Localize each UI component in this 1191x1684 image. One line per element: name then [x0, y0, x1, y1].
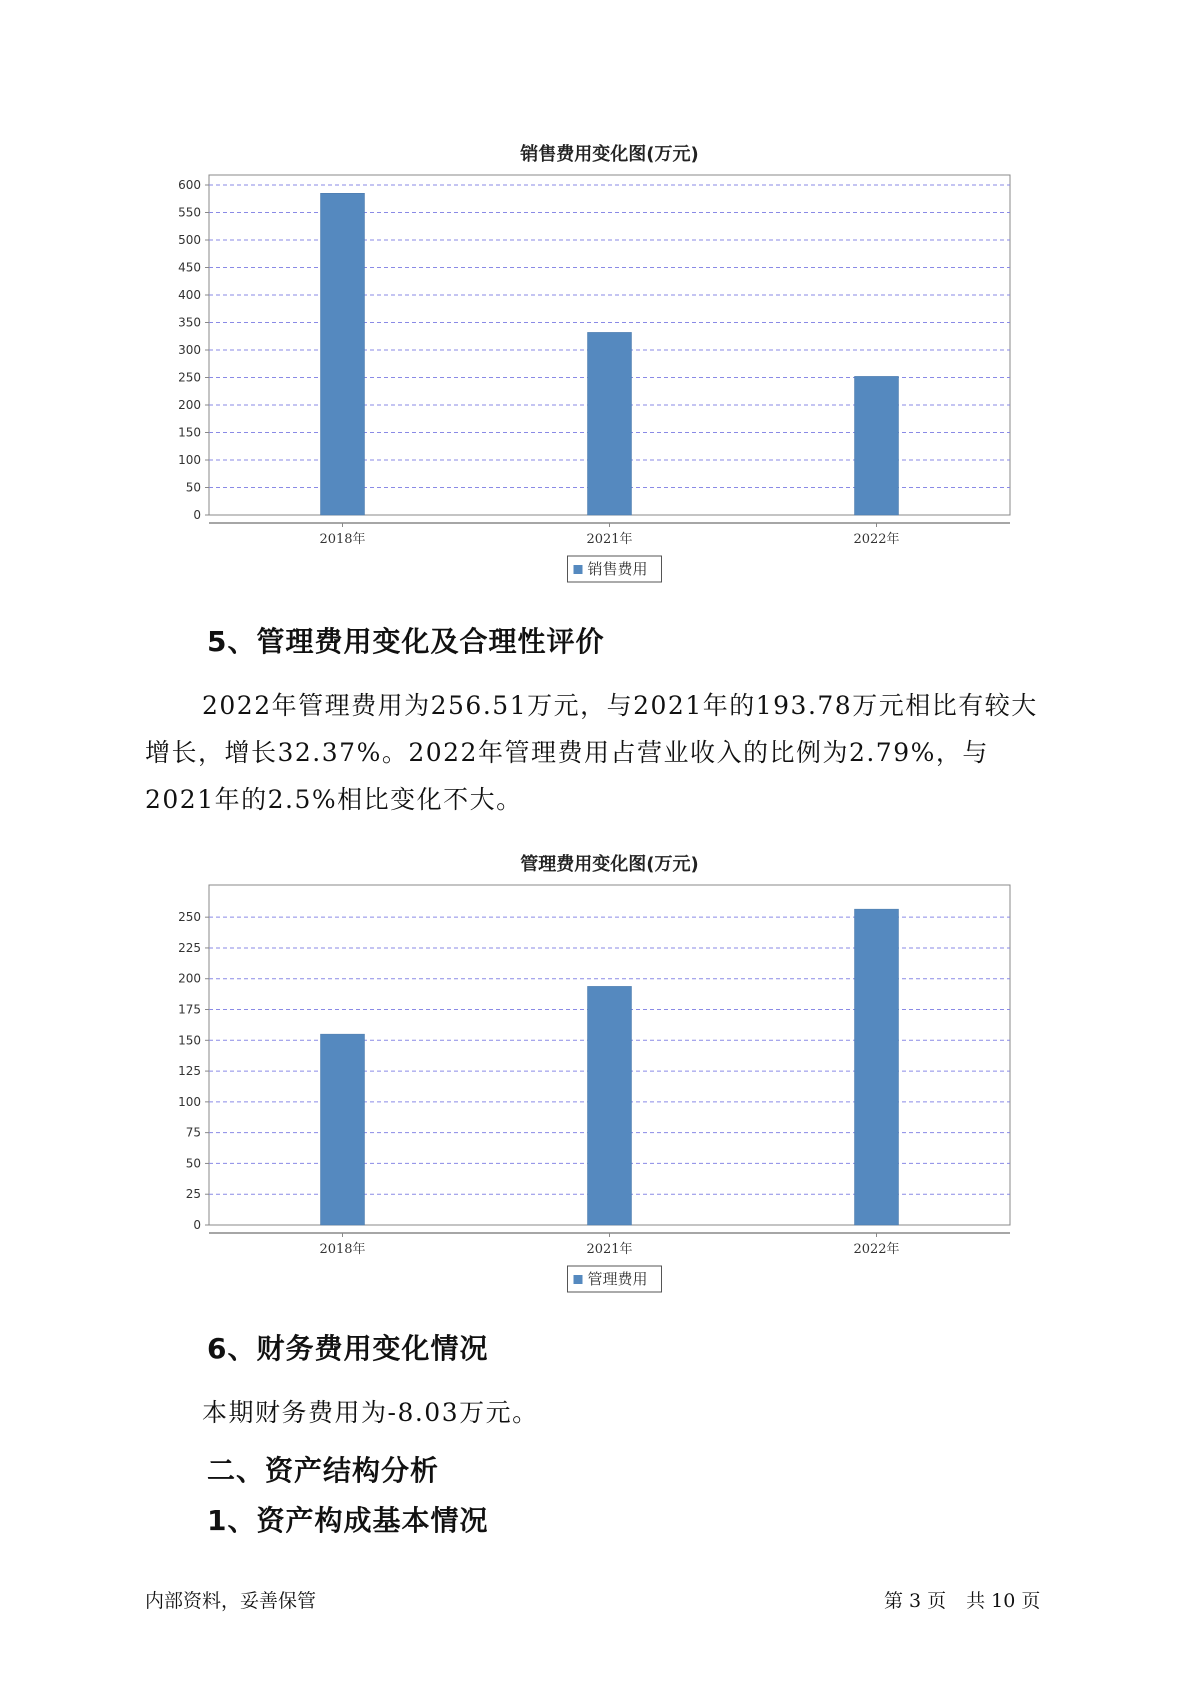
bar	[855, 376, 899, 515]
y-tick-label: 450	[178, 260, 201, 275]
section-5-paragraph-text: 2022年管理费用为256.51万元，与2021年的193.78万元相比有较大增长，增长32.37%。2022年管理费用占营业收入的比例为2.79%，与2021年的2.5%相比变化不大。	[145, 691, 1038, 814]
y-tick-label: 200	[178, 971, 201, 986]
part-2-section-1-title: 1、资产构成基本情况	[207, 1504, 489, 1537]
y-tick-label: 550	[178, 205, 201, 220]
sales-expense-chart	[0, 130, 1191, 600]
chart-title: 管理费用变化图(万元)	[520, 854, 699, 875]
x-tick-label: 2022年	[853, 532, 900, 547]
total-suffix: 页	[1021, 1590, 1041, 1612]
y-tick-label: 125	[178, 1064, 201, 1079]
x-tick-label: 2021年	[586, 532, 633, 547]
section-6-paragraph-text: 本期财务费用为-8.03万元。	[202, 1398, 539, 1427]
section-5-title: 5、管理费用变化及合理性评价	[207, 625, 605, 658]
bar	[855, 909, 899, 1225]
section-5-paragraph	[145, 682, 1045, 823]
y-tick-label: 25	[185, 1187, 201, 1202]
legend-swatch	[574, 565, 583, 574]
page-current: 3	[909, 1590, 922, 1612]
admin-expense-chart-svg	[0, 840, 1191, 1310]
section-6-paragraph	[145, 1389, 1045, 1436]
y-tick-label: 600	[178, 178, 201, 192]
sales-expense-chart-svg	[0, 130, 1191, 600]
page-suffix: 页	[927, 1590, 947, 1612]
y-tick-label: 225	[178, 940, 201, 955]
x-tick-label: 2022年	[853, 1242, 900, 1257]
y-tick-label: 150	[178, 1033, 201, 1048]
y-tick-label: 100	[178, 453, 201, 467]
total-pages: 10	[991, 1590, 1016, 1612]
y-tick-label: 200	[178, 398, 201, 412]
part-2-title: 二、资产结构分析	[207, 1454, 440, 1487]
bar	[588, 986, 632, 1225]
y-tick-label: 75	[185, 1125, 201, 1140]
y-tick-label: 175	[178, 1002, 201, 1017]
bar	[321, 193, 365, 515]
bar	[588, 332, 632, 515]
y-tick-label: 350	[178, 315, 201, 330]
total-prefix: 共	[966, 1590, 986, 1612]
y-tick-label: 400	[178, 288, 201, 302]
admin-expense-chart	[0, 840, 1191, 1310]
y-tick-label: 300	[178, 343, 201, 357]
legend-label: 销售费用	[587, 560, 648, 578]
y-tick-label: 150	[178, 425, 201, 440]
legend-swatch	[574, 1275, 583, 1284]
legend-label: 管理费用	[587, 1270, 648, 1288]
bar	[321, 1034, 365, 1225]
y-tick-label: 0	[193, 508, 201, 522]
y-tick-label: 100	[178, 1094, 201, 1109]
x-tick-label: 2018年	[319, 1242, 366, 1257]
x-tick-label: 2018年	[319, 532, 366, 547]
y-tick-label: 250	[178, 370, 201, 385]
y-tick-label: 50	[185, 1156, 201, 1171]
y-tick-label: 50	[185, 480, 201, 495]
y-tick-label: 500	[178, 233, 201, 247]
footer-page-number	[884, 1586, 1046, 1613]
section-6-title: 6、财务费用变化情况	[207, 1332, 489, 1365]
page-prefix: 第	[884, 1590, 904, 1612]
footer-confidential-note: 内部资料，妥善保管	[145, 1590, 317, 1612]
y-tick-label: 0	[193, 1218, 201, 1232]
chart-title: 销售费用变化图(万元)	[520, 144, 699, 165]
x-tick-label: 2021年	[586, 1242, 633, 1257]
y-tick-label: 250	[178, 910, 201, 925]
